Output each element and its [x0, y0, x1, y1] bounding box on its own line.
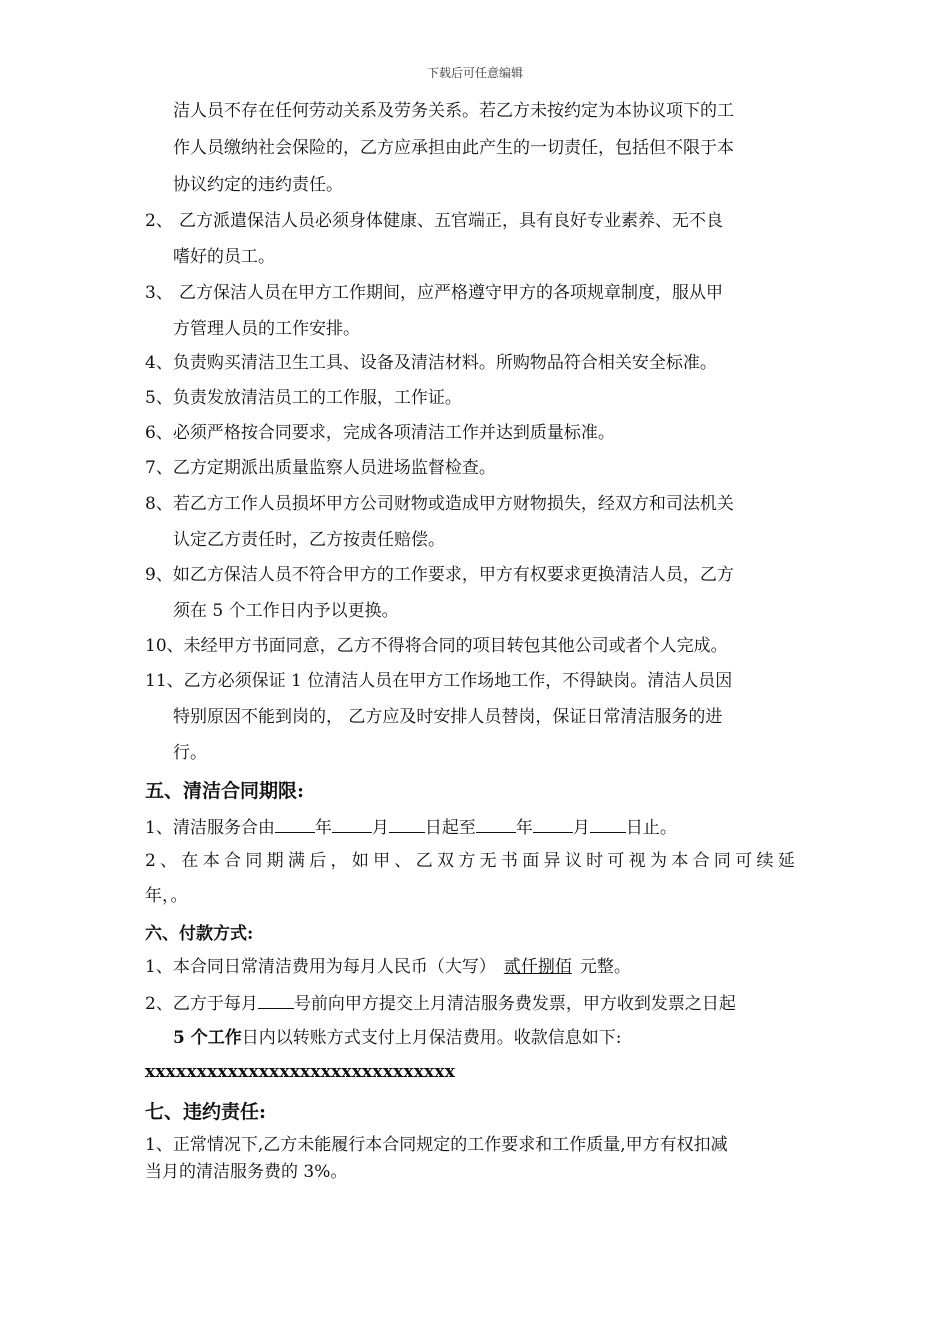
- invoice-text: 号前向甲方提交上月清洁服务费发票，甲方收到发票之日起: [293, 994, 736, 1014]
- invoice-line: [145, 990, 736, 1016]
- paragraph-line: 协议约定的违约责任。: [173, 175, 343, 195]
- penalty-line-cont: 当月的清洁服务费的 3%。: [145, 1162, 348, 1182]
- paragraph-line: 特别原因不能到岗的， 乙方应及时安排人员替岗，保证日常清洁服务的进: [173, 707, 723, 727]
- penalty-line: 1、正常情况下,乙方未能履行本合同规定的工作要求和工作质量,甲方有权扣减: [145, 1135, 728, 1155]
- day-blank: [389, 814, 425, 833]
- term-text: 日止。: [625, 818, 677, 838]
- contract-term-line: [145, 814, 677, 840]
- term-text: 年: [515, 818, 533, 838]
- paragraph-line: 认定乙方责任时，乙方按责任赔偿。: [173, 530, 445, 550]
- list-item-8: 8、若乙方工作人员损坏甲方公司财物或造成甲方财物损失，经双方和司法机关: [145, 494, 734, 514]
- date-blank: [258, 990, 294, 1009]
- fee-text: 元整。: [579, 957, 631, 977]
- list-text: 乙方保洁人员在甲方工作期间，应严格遵守甲方的各项规章制度，服从甲: [179, 283, 723, 303]
- list-item-4: 4、负责购买清洁卫生工具、设备及清洁材料。所购物品符合相关安全标准。: [145, 353, 717, 373]
- term-text: 月: [371, 818, 389, 838]
- list-item-3: [145, 281, 723, 305]
- paragraph-line: 方管理人员的工作安排。: [173, 319, 360, 339]
- payment-text: 日内以转账方式支付上月保洁费用。收款信息如下:: [241, 1028, 622, 1048]
- term-text: 日起至: [424, 818, 476, 838]
- list-item-9: 9、如乙方保洁人员不符合甲方的工作要求，甲方有权要求更换清洁人员，乙方: [145, 565, 734, 585]
- month-blank: [533, 814, 573, 833]
- year-blank: [476, 814, 516, 833]
- renewal-line: 2、在本合同期满后，如甲、乙双方无书面异议时可视为本合同可续延: [145, 851, 800, 871]
- invoice-text: 2、乙方于每月: [145, 994, 258, 1014]
- term-text: 1、清洁服务合由: [145, 818, 275, 838]
- account-info: xxxxxxxxxxxxxxxxxxxxxxxxxxxxxx: [145, 1062, 456, 1082]
- section-heading-5: 五、清洁合同期限:: [145, 780, 305, 802]
- paragraph-line: 须在 5 个工作日内予以更换。: [173, 601, 399, 621]
- page-header-note: 下载后可任意编辑: [426, 66, 523, 80]
- fee-line: [145, 955, 631, 979]
- fee-amount: 贰仟捌佰: [503, 957, 572, 977]
- list-item-2: [145, 209, 723, 233]
- list-item-7: 7、乙方定期派出质量监察人员进场监督检查。: [145, 458, 496, 478]
- list-number: 3、: [145, 283, 173, 303]
- month-blank: [332, 814, 372, 833]
- term-text: 年: [314, 818, 332, 838]
- fee-text: 1、本合同日常清洁费用为每月人民币（大写）: [145, 957, 496, 977]
- paragraph-line: 洁人员不存在任何劳动关系及劳务关系。若乙方未按约定为本协议项下的工: [173, 101, 734, 121]
- paragraph-line: 嗜好的员工。: [173, 247, 275, 267]
- term-text: 月: [572, 818, 590, 838]
- list-item-10: 10、未经甲方书面同意，乙方不得将合同的项目转包其他公司或者个人完成。: [145, 636, 728, 656]
- paragraph-line: 作人员缴纳社会保险的，乙方应承担由此产生的一切责任，包括但不限于本: [173, 138, 734, 158]
- payment-days: 5 个工作: [173, 1028, 242, 1048]
- paragraph-line: 行。: [173, 743, 207, 763]
- renewal-line-cont: 年，。: [145, 886, 188, 906]
- list-item-11: 11、乙方必须保证 1 位清洁人员在甲方工作场地工作，不得缺岗。清洁人员因: [145, 671, 733, 691]
- list-item-6: 6、必须严格按合同要求，完成各项清洁工作并达到质量标准。: [145, 423, 615, 443]
- list-item-5: 5、负责发放清洁员工的工作服，工作证。: [145, 388, 462, 408]
- list-number: 2、: [145, 211, 173, 231]
- year-blank: [275, 814, 315, 833]
- list-text: 乙方派遣保洁人员必须身体健康、五官端正，具有良好专业素养、无不良: [179, 211, 723, 231]
- section-heading-6: 六、付款方式:: [145, 924, 254, 944]
- section-heading-7: 七、违约责任:: [145, 1101, 267, 1123]
- payment-line: [173, 1026, 621, 1050]
- day-blank: [590, 814, 626, 833]
